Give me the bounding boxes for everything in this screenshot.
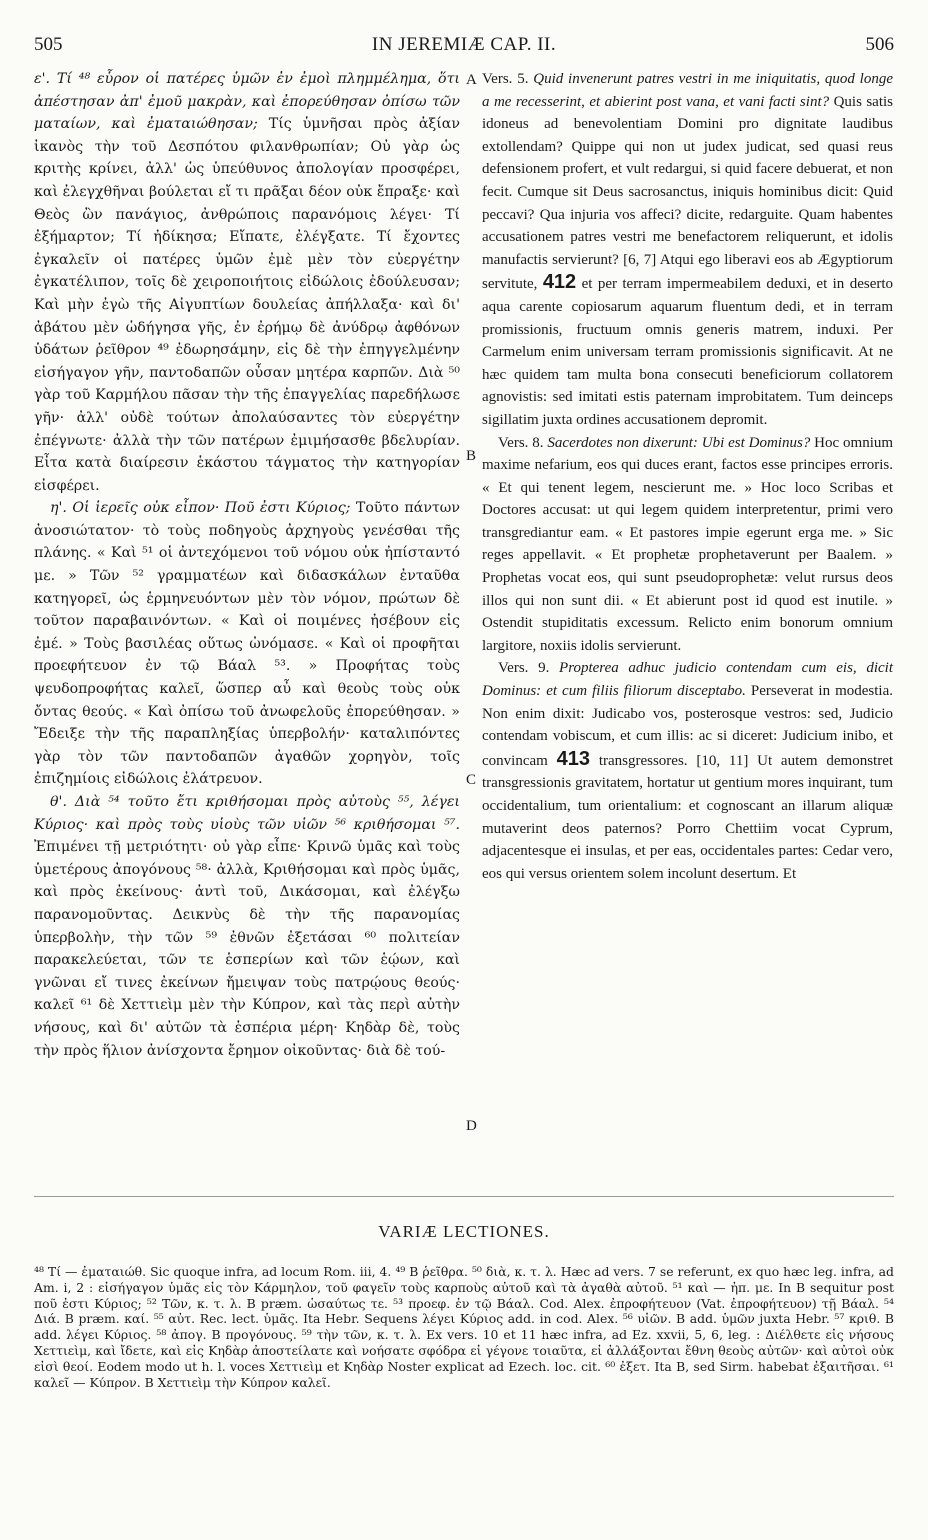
apparatus-text: ⁴⁸ Τί — ἐματαιώθ. Sic quoque infra, ad locum Rom. iii, 4. ⁴⁹ B ῥεῖθρα. ⁵⁰ διὰ, κ. τ. λ. Hæc ad vers. 7 se referunt, ex quo hæc leg. infra, ad Am. i, 2 : εἰσήγαγον ὑμᾶς εἰς τὸν Κάρμηλον, τοῦ φαγεῖν τοὺς καρποὺς αὐτοῦ καὶ τὰ ἀγαθὰ αὐτοῦ. ⁵¹ καὶ — ἠπ. με. In B sequitur post ποῦ ἐστι Κύριος; ⁵² Τῶν, κ. τ. λ. B præm. ὡσαύτως τε. ⁵³ προεφ. ἐν τῷ Βάαλ. Cod. Alex. ἐπροφήτευον (Vat. ἐπροφήτευον) τῇ Βάαλ. ⁵⁴ Διά. B præm. καί. ⁵⁵ αὐτ. Rec. lect. ὑμᾶς. Ita Hebr. Sequens λέγει Κύριος add. in cod. Alex. ⁵⁶ υἱῶν. B add. ὑμῶν juxta Hebr. ⁵⁷ κριθ. B add. λέγει Κύριος. ⁵⁸ ἀπογ. B προγόνους. ⁵⁹ τὴν τῶν, κ. τ. λ. Ex vers. 10 et 11 hæc infra, ad Ez. xxvii, 5, 6, leg. : Διέλθετε εἰς νήσους Χεττιεὶμ, καὶ ἴδετε, καὶ εἰς Κηδὰρ ἀποστείλατε καὶ νοήσατε σφόδρα εἰ γέγονε τοιαῦτα, εἰ ἀλλάξονται ἔθνη θεοὺς αὐτῶν· καὶ αὐτοὶ οὐκ εἰσὶ θεοί. Eodem modo ut h. l. voces Χεττιεὶμ et Κηδὰρ Noster explicat ad Ezech. loc. cit. ⁶⁰ ἐξετ. Ita B, sed Sirm. habebat ἐξαιτῆσαι. ⁶¹ καλεῖ — Κύπρον. B Χεττιεὶμ τὴν Κύπρον καλεῖ. — [34, 1264, 894, 1390]
greek-commentary: Τίς ὑμνῆσαι πρὸς ἀξίαν ἱκανὸς τὴν τοῦ Δεσπότου φιλανθρωπίαν; Οὐ γὰρ ὡς κριτὴς κρίνει, ἀλλ' ὡς ὑπεύθυνος ἀπολογίαν προσφέρει, καὶ ἐλεγχθῆναι βούλεται εἴ τι πρᾶξαι δέον οὐκ ἔπραξε· καὶ Θεὸς ὢν πανάγιος, ἀνθρώποις παρανόμοις λέγει· Τί ἐξήμαρτον; Τί ἠδίκησα; Εἴπατε, ἐλέγξατε. Τί ἔχοντες ἐγκαλεῖν οἱ πατέρες ὑμῶν ἐμὲ μὲν τὸν εὐεργέτην ἐγκατέλιπον, τοῖς δὲ χειροποιήτοις εἰδώλοις ἐδούλευσαν; Καὶ μὴν ἐγὼ τῆς Αἰγυπτίων δουλείας ἀπήλλαξα· καὶ δι' ἀβάτου μὲν ὡδήγησα γῆς, ἐν ἐρήμῳ δὲ ἀνύδρῳ ἀφθόνων ὑδάτων ῥεῖθρον ⁴⁹ ἐδωρησάμην, εἰς δὲ τὴν ἐπηγγελμένην εἰσήγαγον γῆν, παντοδαπῶν οὖσαν μητέρα καρπῶν. Διὰ ⁵⁰ γὰρ τοῦ Καρμήλου πᾶσαν τὴν τῆς ἐπαγγελίας παρεδήλωσε γῆν· ἀλλ' οὐδὲ τούτων ἀπολαύσαντες τὸν εὐεργέτην ἐπέγνωτε· ἀλλὰ τὴν τῶν πατέρων ἐμιμήσασθε βδελυρίαν. Εἶτα κατὰ διαίρεσιν ἑκάστου τάγματος τὴν κατηγορίαν εἰσφέρει. — [34, 116, 460, 494]
latin-commentary: Hoc omnium maxime nefarium, eos qui duces erant, factos esse principes erroris. « Et qui tenent legem, nescierunt me. » Hoc loco Scribas et Doctores accusat: ut qui legem quidem interpretentur, primi vero transgrediantur eam. « Et pastores impie egerunt erga me. » Sic reges appellavit. « Et prophetæ prophetaverunt per Baalem. » Prophetas vocat eos, qui sunt pseudoprophetæ: velut rursus deos illos qui non sunt dii. « Et abierunt post id quod est inutile. » Ostendit stupiditatis excessum. Relicto enim bonorum omnium largitore, noxiis idolis servierunt. — [482, 434, 894, 654]
margin-marker-b: B — [466, 448, 477, 464]
page-number-left: 505 — [34, 34, 63, 55]
latin-scripture-lemma: Quid invenerunt patres vestri in me iniquitatis, quod longe a me recesserint, et abierint post vana, et vani facti sint? — [482, 71, 894, 110]
migne-column-number: 413 — [556, 747, 590, 770]
greek-commentary: Ἐπιμένει τῇ μετριότητι· οὐ γὰρ εἶπε· Κρινῶ ὑμᾶς καὶ τοὺς ὑμετέρους ἀπογόνους ⁵⁸· ἀλλὰ, Κριθήσομαι καὶ πρὸς ὑμᾶς, καὶ πρὸς ἐκείνους· ἀντὶ τοῦ, Δικάσομαι, καὶ ἐλέγξω παρανομοῦντας. Δεικνὺς δὲ τὴν τῆς παρανομίας ὑπερβολὴν, τὴν τῶν ⁵⁹ ἐθνῶν ἐξετάσαι ⁶⁰ πολιτείαν παρακελεύεται, τῶν τε ἑσπερίων καὶ τῶν ἑῴων, καὶ γνῶναι εἴ τινες ἐκείνων ἤμειψαν τοὺς πατρῴους θεούς· καλεῖ ⁶¹ δὲ Χεττιεὶμ μὲν τὴν Κύπρον, καὶ τὰς περὶ αὐτὴν νήσους, καὶ δι' αὐτῶν τὰ ἑσπέρια μέρη· Κηδὰρ δὲ, τοὺς τὴν πρὸς ἥλιον ἀνίσχοντα ἔρημον οἰκοῦντας· διὰ δὲ τού- — [34, 839, 460, 1059]
verse-label: Vers. 8. — [498, 434, 544, 451]
margin-marker-a: A — [466, 72, 477, 88]
running-title: IN JEREMIÆ CAP. II. — [371, 34, 557, 55]
latin-scripture-lemma: Propterea adhuc judicio contendam cum eis, dicit Dominus: et cum filiis filiorum disceptabo. — [482, 660, 894, 700]
greek-scripture-lemma: η'. Οἱ ἱερεῖς οὐκ εἶπον· Ποῦ ἐστι Κύριος; — [50, 500, 351, 517]
greek-paragraph — [34, 791, 460, 1062]
greek-paragraph — [34, 497, 460, 791]
greek-scripture-lemma: θ'. Διὰ ⁵⁴ τοῦτο ἔτι κριθήσομαι πρὸς αὐτοὺς ⁵⁵, λέγει Κύριος· καὶ πρὸς τοὺς υἱοὺς τῶν υἱῶν ⁵⁶ κριθήσομαι ⁵⁷. — [34, 794, 460, 833]
verse-label: Vers. 9. — [498, 660, 550, 677]
page-number-right: 506 — [865, 34, 894, 55]
latin-commentary: et per terram impermeabilem deduxi, et in deserto aqua carente copiosarum aquarum fluentum dedi, et in terram promissionis, fructuum omnis generis matrem, induxi. Per Carmelum enim universam terram promissionis significavit. At ne hæc quidem tam multa bona consecuti beneficiorum collatorem agnovistis: sed imitati estis paternam improbitatem. Tum deinceps sigillatim juxta ordines accusationem depromit. — [482, 276, 894, 428]
variae-lectiones-title: VARIÆ LECTIONES. — [378, 1222, 550, 1241]
variae-lectiones-notes — [34, 1264, 894, 1390]
latin-column — [482, 68, 893, 885]
verse-label: Vers. 5. — [482, 71, 529, 87]
latin-commentary: transgressores. [10, 11] Ut autem demonstret transgressionis gravitatem, hortatur ut gentium mores inquirant, tum occidentalium, tum orientalium: et cognoscant an illarum aliquæ mutaverint deos paternos? Porro Chettiim vocat Cyprum, adjacentesque ei insulas, et per eas, occidentales partes: Cedar vero, eos qui versus orientem solem incolunt desertum. Et — [482, 752, 894, 882]
margin-marker-c: C — [466, 772, 477, 788]
greek-paragraph — [34, 68, 460, 497]
greek-scripture-lemma: ε'. Τί ⁴⁸ εὗρον οἱ πατέρες ὑμῶν ἐν ἐμοὶ πλημμέλημα, ὅτι ἀπέστησαν ἀπ' ἐμοῦ μακρὰν, καὶ ἐπορεύθησαν ὀπίσω τῶν ματαίων, καὶ ἐματαιώθησαν; — [34, 71, 460, 133]
section-divider — [34, 1196, 894, 1197]
latin-scripture-lemma: Sacerdotes non dixerunt: Ubi est Dominus? — [547, 434, 811, 451]
latin-commentary: Quis satis idoneus ad benevolentiam Domini pro dignitate laudibus extollendam? Quippe qui non ut judex judicat, sed quasi reus defensionem profert, et vult redargui, si quid facere debuerat, et non fecit. Cumque sit Deus sacrosanctus, iniquis hominibus dicit: Quid peccavi? Qua injuria vos affeci? dicite, redarguite. Quam habentes accusationem patres vestri me benefactorem reliquerunt, et idolis manufactis servierunt? [6, 7] Atqui ego liberavi eos ab Ægyptiorum servitute, — [482, 93, 894, 293]
latin-paragraph — [482, 432, 893, 658]
latin-paragraph — [482, 657, 893, 885]
greek-commentary: Τοῦτο πάντων ἀνοσιώτατον· τὸ τοὺς ποδηγοὺς ἀρχηγοὺς γενέσθαι τῆς πλάνης. « Καὶ ⁵¹ οἱ ἀντεχόμενοι τοῦ νόμου οὐκ ἠπίσταντό με. » Τῶν ⁵² γραμματέων καὶ διδασκάλων ἐνταῦθα κατηγορεῖ, ὡς ἑρμηνευόντων μὲν τὸν νόμον, πρώτων δὲ τοῦτον παραβαινόντων. « Καὶ οἱ ποιμένες ἠσέβουν εἰς ἐμέ. » Τοὺς βασιλέας οὕτως ὠνόμασε. « Καὶ οἱ προφῆται προεφήτευον ἐν τῷ Βάαλ ⁵³. » Προφήτας τοὺς ψευδοπροφήτας καλεῖ, ὥσπερ αὖ καὶ θεοὺς τοὺς οὐκ ὄντας θεούς. « Καὶ ὀπίσω τοῦ ἀνωφελοῦς ἐπορεύθησαν. » Ἔδειξε τὴν τῆς παραπληξίας ὑπερβολήν· καταλιπόντες γὰρ τὸν τῶν παντοδαπῶν ἀγαθῶν χορηγὸν, τοῖς ἐπιζημίοις εἰδώλοις ἐλάτρευον. — [34, 500, 460, 788]
page-header — [34, 34, 894, 58]
greek-column — [34, 68, 460, 1062]
latin-commentary: Perseverat in modestia. Non enim dixit: Judicabo vos, posterosque vestros: sed, Judicio contendam vobiscum, et cum illis: ac si diceret: Judicium inibo, et convincam — [482, 683, 894, 769]
latin-paragraph — [482, 68, 893, 432]
margin-marker-d: D — [466, 1118, 477, 1134]
migne-column-number: 412 — [542, 271, 577, 294]
